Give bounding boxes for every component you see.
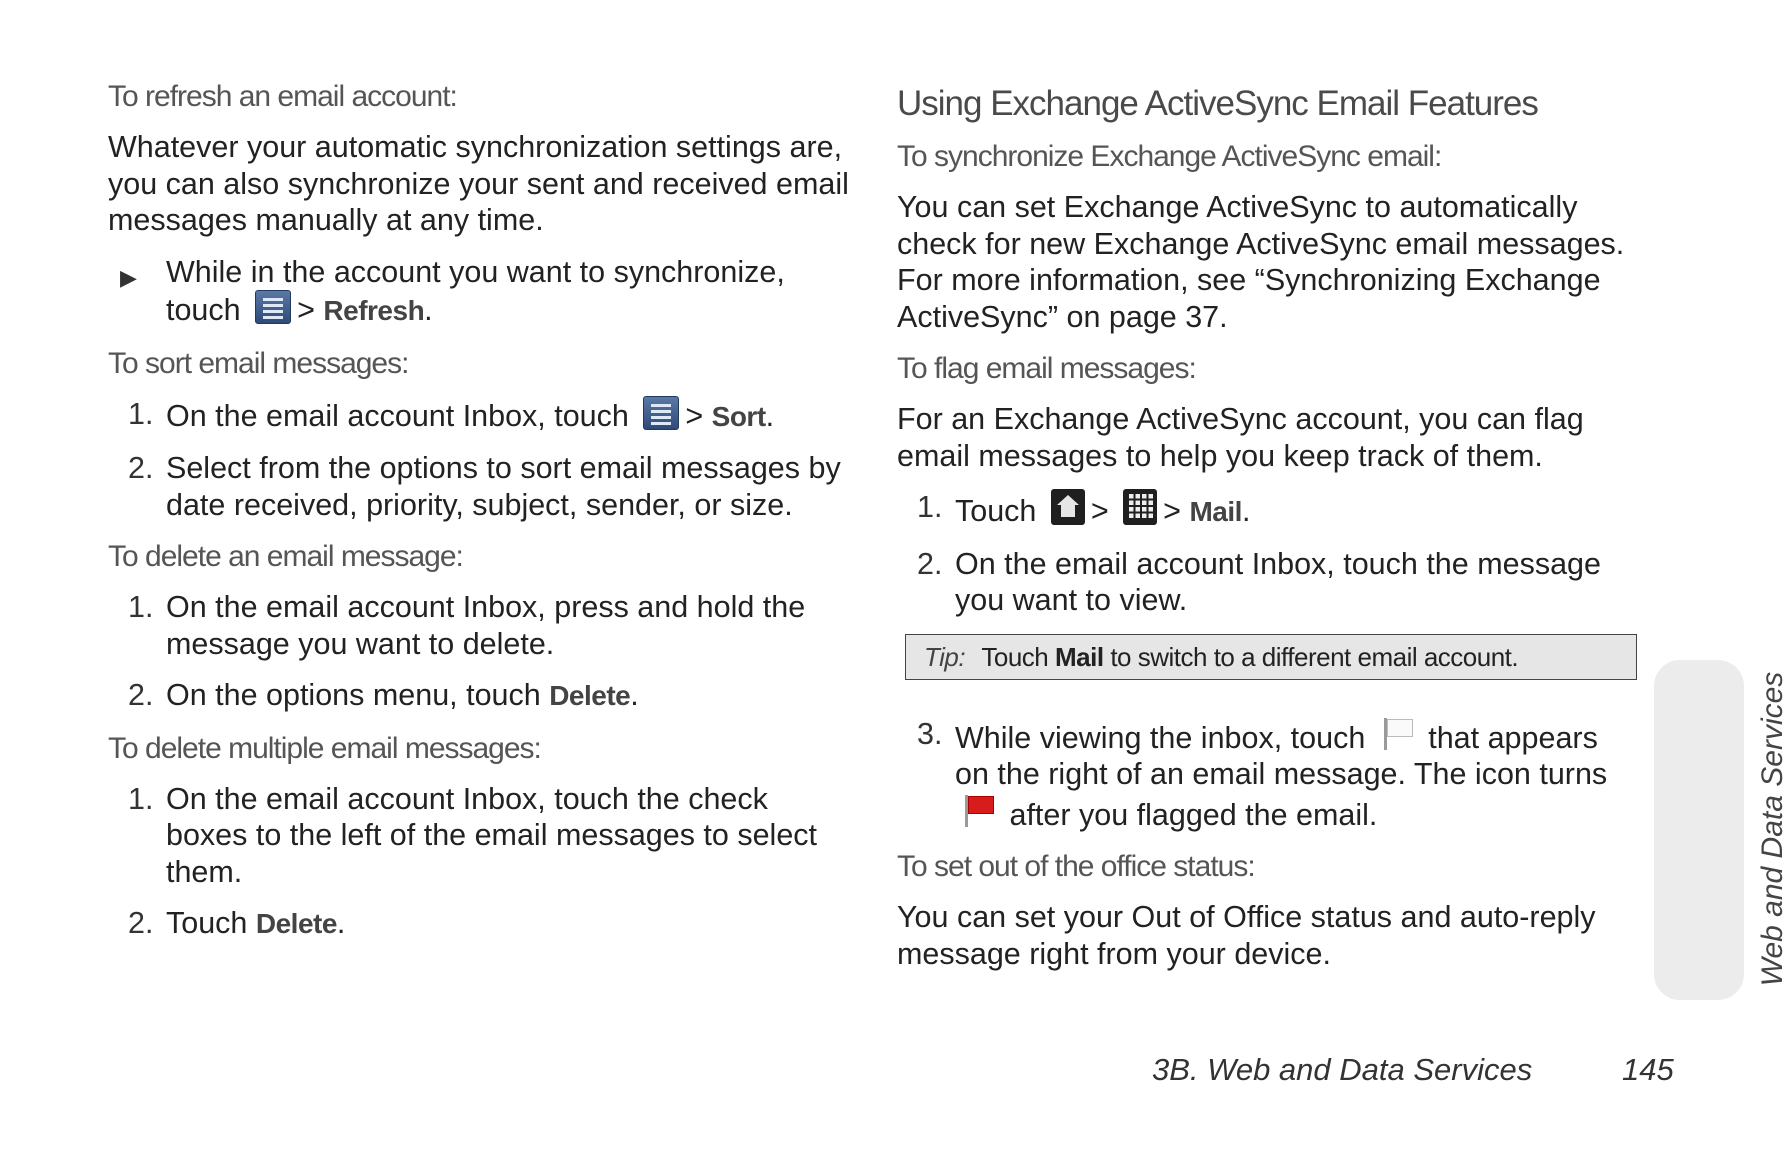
flag-heading: To flag email messages: xyxy=(897,352,1196,385)
side-tab-label: Web and Data Services xyxy=(1756,671,1789,987)
home-icon xyxy=(1051,489,1085,525)
right-column xyxy=(897,78,1637,987)
flag-paragraph: For an Exchange ActiveSync account, you can flag email messages to help you keep track of them. xyxy=(897,402,1584,473)
step-number: 2. xyxy=(128,906,154,940)
menu-icon xyxy=(255,290,291,324)
refresh-heading: To refresh an email account: xyxy=(108,80,457,113)
flag-step-2 xyxy=(897,546,1637,619)
apps-grid-icon xyxy=(1123,489,1157,525)
flag-step-3 xyxy=(897,716,1637,834)
office-heading: To set out of the office status: xyxy=(897,850,1255,883)
flag-outline-icon xyxy=(1380,716,1414,752)
page-number: 145 xyxy=(1622,1052,1674,1087)
step-text: Touch xyxy=(955,494,1037,528)
refresh-action: Refresh xyxy=(323,295,425,326)
sort-action: Sort xyxy=(711,400,766,432)
step-sep: > xyxy=(685,398,704,433)
section-title: Using Exchange ActiveSync Email Features xyxy=(897,84,1538,123)
step-text: On the options menu, touch xyxy=(166,678,541,712)
multi-step-2: 2. Touch Delete. xyxy=(128,906,346,940)
menu-icon xyxy=(643,396,679,430)
flag-step-1: 1. Touch > > Mail. xyxy=(917,490,1251,528)
step-text-a: While viewing the inbox, touch xyxy=(955,720,1366,755)
step-number: 1. xyxy=(128,781,154,816)
sync-paragraph: You can set Exchange ActiveSync to automatically check for new Exchange ActiveSync email messages. For more information, see “Synchronizing Exchange ActiveSync” on page 37. xyxy=(897,190,1625,334)
refresh-step-sep: > xyxy=(297,293,315,327)
tip-label: Tip: xyxy=(924,641,966,672)
step-text: Touch xyxy=(166,906,248,940)
sort-step-2 xyxy=(108,450,853,523)
step-sep: > xyxy=(1163,494,1181,528)
step-number: 3. xyxy=(917,716,943,751)
mail-action: Mail xyxy=(1189,496,1242,527)
bullet-triangle-icon: ▶ xyxy=(120,264,137,290)
sync-heading: To synchronize Exchange ActiveSync email: xyxy=(897,140,1442,173)
step-text: On the email account Inbox, touch the message you want to view. xyxy=(955,546,1601,617)
sort-heading: To sort email messages: xyxy=(108,346,409,380)
tip-bold: Mail xyxy=(1055,641,1104,672)
step-text: On the email account Inbox, press and hold the message you want to delete. xyxy=(166,590,806,661)
step-text: Select from the options to sort email messages by date received, priority, subject, sender, or size. xyxy=(166,451,841,522)
flag-red-icon xyxy=(961,793,995,829)
delete-heading: To delete an email message: xyxy=(108,540,463,573)
delete-action: Delete xyxy=(549,680,631,711)
step-text: On the email account Inbox, touch the check boxes to the left of the email messages to select them. xyxy=(166,781,818,889)
step-number: 2. xyxy=(917,546,943,581)
side-tab xyxy=(1654,660,1744,1000)
delete-step-1 xyxy=(108,589,853,662)
step-number: 1. xyxy=(917,490,943,524)
step-number: 2. xyxy=(128,678,154,712)
tip-pre: Touch xyxy=(981,641,1049,672)
refresh-step-text: While in the account you want to synchronize, touch xyxy=(166,254,785,327)
delete-action: Delete xyxy=(255,908,337,939)
step-number: 2. xyxy=(128,451,154,485)
step-number: 1. xyxy=(128,590,154,624)
step-text: On the email account Inbox, touch xyxy=(166,398,629,433)
tip-box xyxy=(905,634,1637,680)
office-paragraph: You can set your Out of Office status and auto-reply message right from your device. xyxy=(897,900,1596,971)
tip-post: to switch to a different email account. xyxy=(1110,641,1519,672)
multi-delete-heading: To delete multiple email messages: xyxy=(108,731,541,765)
step-sep: > xyxy=(1090,494,1109,528)
step-text-c: after you flagged the email. xyxy=(1009,797,1378,832)
refresh-step: ▶ While in the account you want to synchronize, touch > Refresh. xyxy=(120,254,785,327)
step-text-b: that appears on the right of an email message. The icon turns xyxy=(955,720,1608,791)
footer-section: 3B. Web and Data Services xyxy=(1152,1052,1533,1087)
delete-step-2: 2. On the options menu, touch Delete. xyxy=(128,678,639,712)
step-number: 1. xyxy=(128,396,154,431)
sort-step-1: 1. On the email account Inbox, touch > Sort. xyxy=(128,396,775,433)
refresh-paragraph: Whatever your automatic synchronization settings are, you can also synchronize your sent and received email messages manually at any time. xyxy=(108,130,849,237)
left-column xyxy=(108,78,853,958)
multi-step-1 xyxy=(108,781,853,891)
